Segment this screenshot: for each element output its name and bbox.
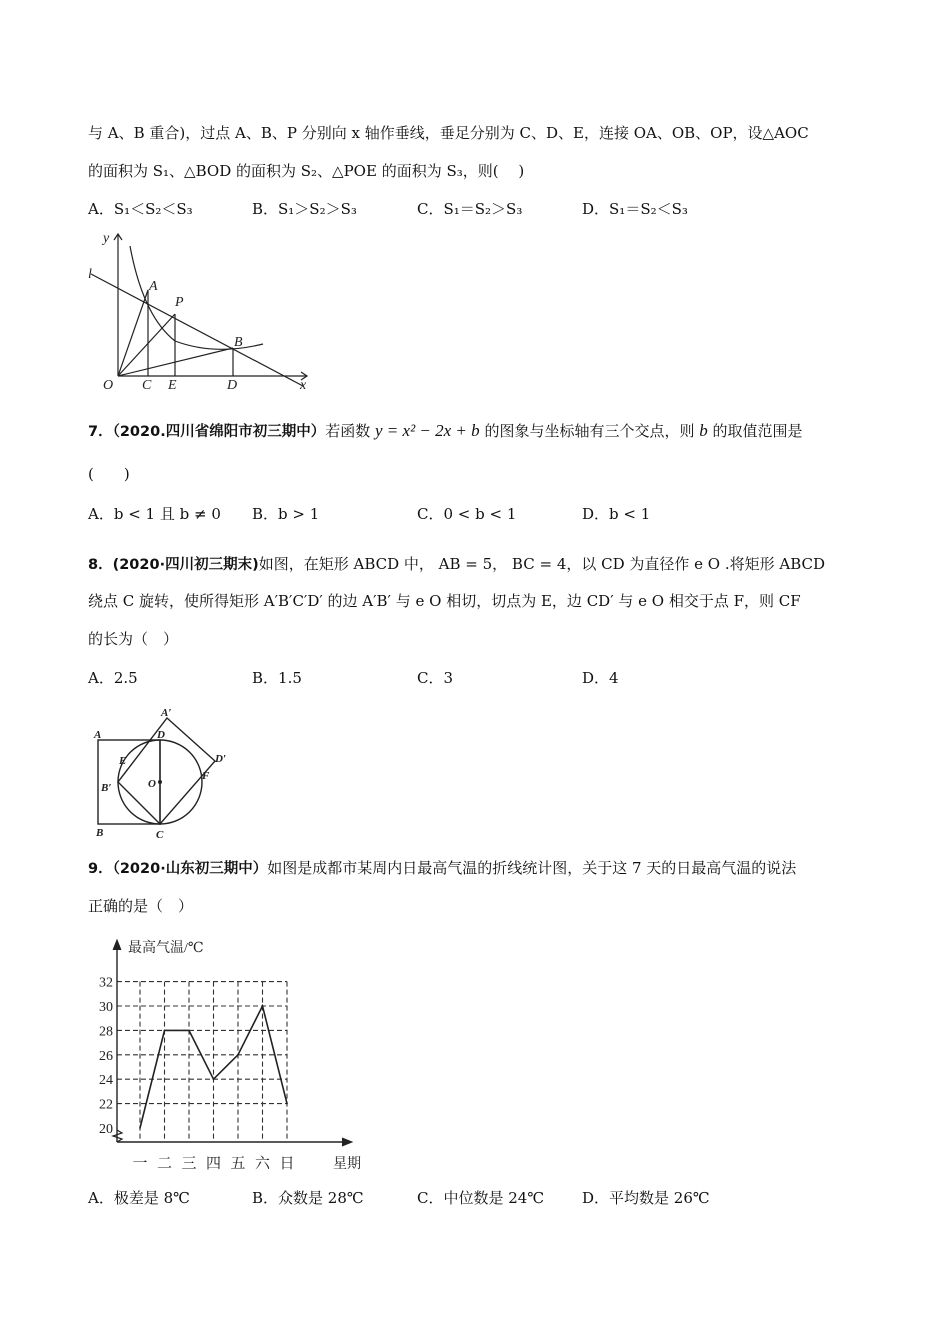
x-tick-label: 四	[205, 1156, 222, 1172]
q8-label-b-prime: B′	[101, 782, 112, 794]
x-tick-label: 日	[279, 1156, 295, 1172]
q6-label-e: E	[168, 378, 177, 393]
q9-text-line1-rest: 如图是成都市某周内日最高气温的折线统计图，关于这 7 天的日最高气温的说法	[267, 859, 797, 877]
q7-option-d[interactable]: D．b < 1	[582, 505, 651, 523]
q6-option-b[interactable]: B．S₁＞S₂＞S₃	[252, 200, 357, 218]
q7-text-line1	[88, 420, 803, 443]
data-point	[213, 1078, 215, 1080]
q7-paren: ( )	[88, 465, 130, 483]
data-point	[286, 1103, 288, 1105]
q7-formula: y = x² − 2x + b	[375, 421, 480, 440]
q8-label-f: F	[202, 770, 210, 782]
x-axis-arrow	[342, 1138, 352, 1146]
q6-label-a: A	[149, 279, 158, 294]
q8-text-line2: 绕点 C 旋转，使所得矩形 A′B′C′D′ 的边 A′B′ 与 e O 相切，切点为 E，边 CD′ 与 e O 相交于点 F，则 CF	[88, 592, 801, 610]
q8-label-d-prime: D′	[215, 753, 227, 765]
q7-text-end: 的取值范围是	[712, 422, 803, 440]
q6-label-o: O	[103, 378, 114, 393]
q8-label-b: B	[96, 827, 104, 839]
q7-option-c[interactable]: C．0 < b < 1	[417, 505, 517, 523]
q6-text-line1: 与 A、B 重合)，过点 A、B、P 分别向 x 轴作垂线，垂足分别为 C、D、E，连接 OA、OB、OP，设△AOC	[88, 124, 809, 142]
q7-source: 7．（2020.四川省绵阳市初三期中）	[88, 424, 326, 440]
q8-label-o: O	[148, 778, 156, 790]
q7-text-after: 的图象与坐标轴有三个交点，则	[484, 422, 695, 440]
q6-text-line2: 的面积为 S₁、△BOD 的面积为 S₂、△POE 的面积为 S₃，则( )	[88, 162, 525, 180]
q8-label-c: C	[156, 829, 164, 840]
y-tick-label: 26	[99, 1048, 113, 1064]
q8-source: 8．(2020·四川初三期末)	[88, 557, 259, 573]
q9-source: 9．（2020·山东初三期中）	[88, 861, 268, 877]
q8-option-c[interactable]: C．3	[417, 669, 454, 687]
q9-option-d[interactable]: D．平均数是 26℃	[582, 1189, 710, 1207]
q6-figure	[85, 226, 315, 394]
q8-option-a[interactable]: A．2.5	[88, 669, 138, 687]
q8-option-b[interactable]: B．1.5	[252, 669, 302, 687]
q6-option-a[interactable]: A．S₁＜S₂＜S₃	[88, 200, 193, 218]
q9-option-c[interactable]: C．中位数是 24℃	[417, 1189, 545, 1207]
q8-label-e: E	[119, 755, 127, 767]
q6-label-y: y	[103, 231, 110, 246]
y-tick-label: 22	[99, 1097, 113, 1113]
chart-x-axis-label: 星期	[333, 1157, 361, 1172]
data-point	[164, 1030, 166, 1032]
q7-text-before: 若函数	[325, 422, 371, 440]
q8-option-d[interactable]: D．4	[582, 669, 619, 687]
q6-label-p: P	[175, 295, 184, 310]
data-point	[139, 1127, 141, 1129]
q9-option-b[interactable]: B．众数是 28℃	[252, 1189, 364, 1207]
q6-label-b: B	[234, 335, 243, 350]
y-tick-label: 24	[99, 1073, 113, 1089]
q7-var-b: b	[699, 421, 708, 440]
data-point	[262, 1005, 264, 1007]
chart-y-axis-label: 最高气温/℃	[128, 941, 204, 956]
x-tick-label: 六	[254, 1156, 271, 1172]
y-tick-label: 32	[99, 975, 113, 991]
q7-option-a[interactable]: A．b < 1 且 b ≠ 0	[88, 505, 221, 523]
q6-label-x: x	[300, 378, 307, 393]
temperature-line-chart	[90, 930, 380, 1178]
q8-figure	[88, 700, 240, 840]
q8-label-a-prime: A′	[161, 707, 172, 719]
q8-text-line3: 的长为（ ）	[88, 630, 179, 648]
q6-label-d: D	[227, 378, 238, 393]
q9-text-line1	[88, 857, 796, 880]
q6-option-d[interactable]: D．S₁＝S₂＜S₃	[582, 200, 688, 218]
y-tick-label: 28	[99, 1024, 113, 1040]
q8-text-line1	[88, 553, 825, 576]
y-tick-label: 20	[99, 1122, 113, 1137]
x-tick-label: 三	[181, 1156, 197, 1172]
x-tick-label: 五	[230, 1156, 246, 1172]
data-point	[237, 1054, 239, 1056]
y-axis-arrow	[113, 940, 121, 950]
data-point	[188, 1030, 190, 1032]
q9-text-line2: 正确的是（ ）	[88, 897, 194, 915]
q8-text-line1-rest: 如图，在矩形 ABCD 中， AB = 5， BC = 4，以 CD 为直径作 e O .将矩形 ABCD	[258, 555, 826, 573]
x-tick-label: 二	[156, 1156, 173, 1172]
q9-option-a[interactable]: A．极差是 8℃	[88, 1189, 190, 1207]
q6-option-c[interactable]: C．S₁＝S₂＞S₃	[417, 200, 523, 218]
q6-label-l: l	[88, 267, 92, 282]
q6-label-c: C	[142, 378, 152, 393]
x-tick-label: 一	[132, 1156, 148, 1172]
q8-label-d: D	[157, 729, 165, 741]
q8-label-a: A	[94, 729, 102, 741]
y-tick-label: 30	[99, 1000, 113, 1015]
q7-option-b[interactable]: B．b > 1	[252, 505, 320, 523]
